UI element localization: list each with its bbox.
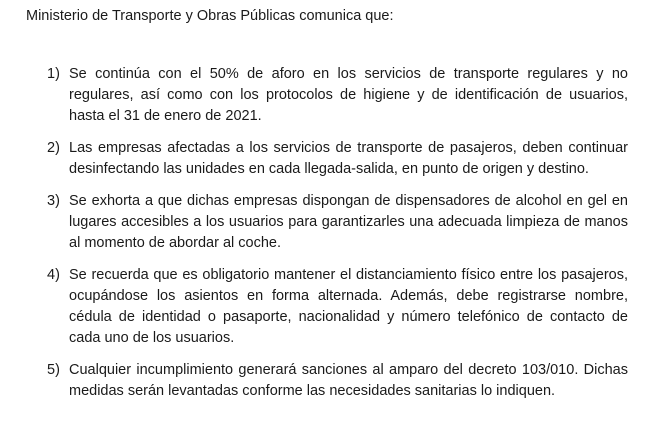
list-item (0, 265, 628, 349)
list-item (0, 138, 628, 180)
item-number: 5) (47, 362, 60, 378)
item-text: Se recuerda que es obligatorio mantener el distanciamiento físico entre los pasajeros, ocupándose los asientos en forma alternada. Además, debe registrarse nombre, cédula de identidad o pasaporte, nacionalidad y número telefónico de contacto de cada uno de los usuarios. (69, 267, 628, 346)
measures-list (0, 64, 628, 413)
item-text: Cualquier incumplimiento generará sanciones al amparo del decreto 103/010. Dichas medidas serán levantadas conforme las necesidades sanitarias lo indiquen. (69, 362, 628, 399)
list-item (0, 191, 628, 254)
item-number: 2) (47, 140, 60, 156)
intro-text: Ministerio de Transporte y Obras Públicas comunica que: (26, 8, 394, 24)
item-text: Las empresas afectadas a los servicios de transporte de pasajeros, deben continuar desinfectando las unidades en cada llegada-salida, en punto de origen y destino. (69, 140, 628, 177)
item-number: 1) (47, 66, 60, 82)
item-text: Se continúa con el 50% de aforo en los servicios de transporte regulares y no regulares, así como con los protocolos de higiene y de identificación de usuarios, hasta el 31 de enero de 2021. (69, 66, 628, 124)
list-item (0, 360, 628, 402)
list-item (0, 64, 628, 127)
item-text: Se exhorta a que dichas empresas dispongan de dispensadores de alcohol en gel en lugares accesibles a los usuarios para garantizarles una adecuada limpieza de manos al momento de abordar al coche. (69, 193, 628, 251)
item-number: 4) (47, 267, 60, 283)
item-number: 3) (47, 193, 60, 209)
